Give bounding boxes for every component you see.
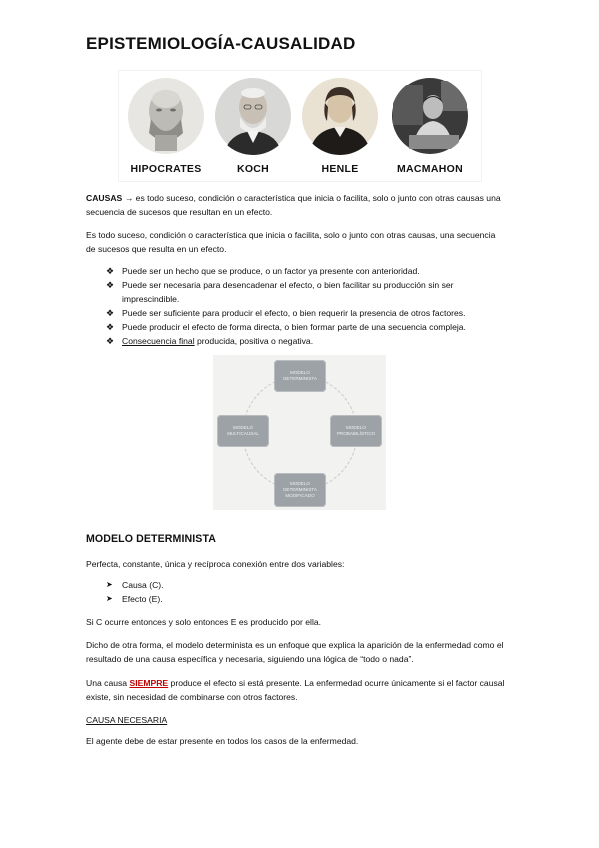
diamond-bullet-icon: ❖ [106, 266, 115, 276]
portrait-label-henle: HENLE [321, 163, 359, 175]
list-item: ❖ Puede ser suficiente para producir el efecto, o bien requerir la presencia de otros factores. [106, 308, 466, 318]
siempre-highlight: SIEMPRE [129, 678, 169, 688]
una-causa-paragraph: Una causa SIEMPRE produce el efecto si está presente. La enfermedad ocurre únicamente si el factor causal existe, sin necesidad de combinarse con otros factores. [86, 678, 505, 702]
portraits-banner [118, 70, 482, 182]
definition-paragraph: Perfecta, constante, única y recíproca conexión entre dos variables: [86, 559, 345, 569]
causas-paragraph [86, 191, 506, 219]
node-modelo-determinista-modificado: MODELO DETERMINISTA MODIFICADO [274, 473, 326, 507]
page-title: EPISTEMIOLOGÍA-CAUSALIDAD [86, 34, 356, 53]
arrow-bullet-icon: ➤ [106, 580, 113, 589]
list-item: ➤ Efecto (E). [106, 594, 163, 604]
arrow-bullet-icon: ➤ [106, 594, 113, 603]
variables-list [86, 578, 164, 606]
list-item: ❖ Puede ser necesaria para desencadenar el efecto, o bien facilitar su producción sin ser imprescindible. [106, 280, 454, 304]
diamond-bullet-icon: ❖ [106, 280, 115, 290]
consecuencia-final-underlined: Consecuencia final [122, 336, 195, 346]
list-item: ❖ Puede ser un hecho que se produce, o un factor ya presente con anterioridad. [106, 266, 420, 276]
diamond-bullet-icon: ❖ [106, 308, 115, 318]
characteristics-list [86, 264, 506, 348]
causa-necesaria-heading: CAUSA NECESARIA [86, 715, 168, 725]
list-item: ❖ Consecuencia final producida, positiva o negativa. [106, 336, 314, 346]
list-item: ➤ Causa (C). [106, 580, 164, 590]
section-heading: MODELO DETERMINISTA [86, 533, 217, 545]
henle-portrait [301, 77, 379, 155]
hippocrates-bust-portrait [127, 77, 205, 155]
right-arrow-icon: → [124, 193, 134, 203]
node-modelo-multicausal: MODELO MULTICAUSAL [217, 415, 269, 447]
dicho-paragraph: Dicho de otra forma, el modelo determinista es un enfoque que explica la aparición de la enfermedad como el resultado de una causa específica y necesaria, siguiendo una lógica de “todo o nada”. [86, 640, 504, 664]
causas-label: CAUSAS [86, 193, 123, 203]
si-c-paragraph: Si C ocurre entonces y solo entonces E es producido por ella. [86, 617, 322, 627]
diamond-bullet-icon: ❖ [106, 322, 115, 332]
list-item: ❖ Puede producir el efecto de forma directa, o bien formar parte de una secuencia compleja. [106, 322, 466, 332]
agente-paragraph: El agente debe de estar presente en todos los casos de la enfermedad. [86, 736, 359, 746]
node-modelo-probabilistico: MODELO PROBABILÍSTICO [330, 415, 382, 447]
causal-models-diagram [213, 355, 386, 510]
portrait-label-hipocrates: HIPOCRATES [130, 163, 202, 175]
node-modelo-determinista: MODELO DETERMINISTA [274, 360, 326, 392]
portrait-label-macmahon: MACMAHON [397, 163, 463, 175]
causas-text: es todo suceso, condición o característica que inicia o facilita, solo o junto con otras causas una secuencia de sucesos que resultan en un efecto. [86, 193, 501, 217]
paragraph-definition: Es todo suceso, condición o característica que inicia o facilita, solo o junto con otras causas, una secuencia de sucesos que resulta en un efecto. [86, 230, 496, 254]
macmahon-portrait [391, 77, 469, 155]
koch-portrait [214, 77, 292, 155]
diamond-bullet-icon: ❖ [106, 336, 115, 346]
portrait-label-koch: KOCH [236, 163, 270, 175]
